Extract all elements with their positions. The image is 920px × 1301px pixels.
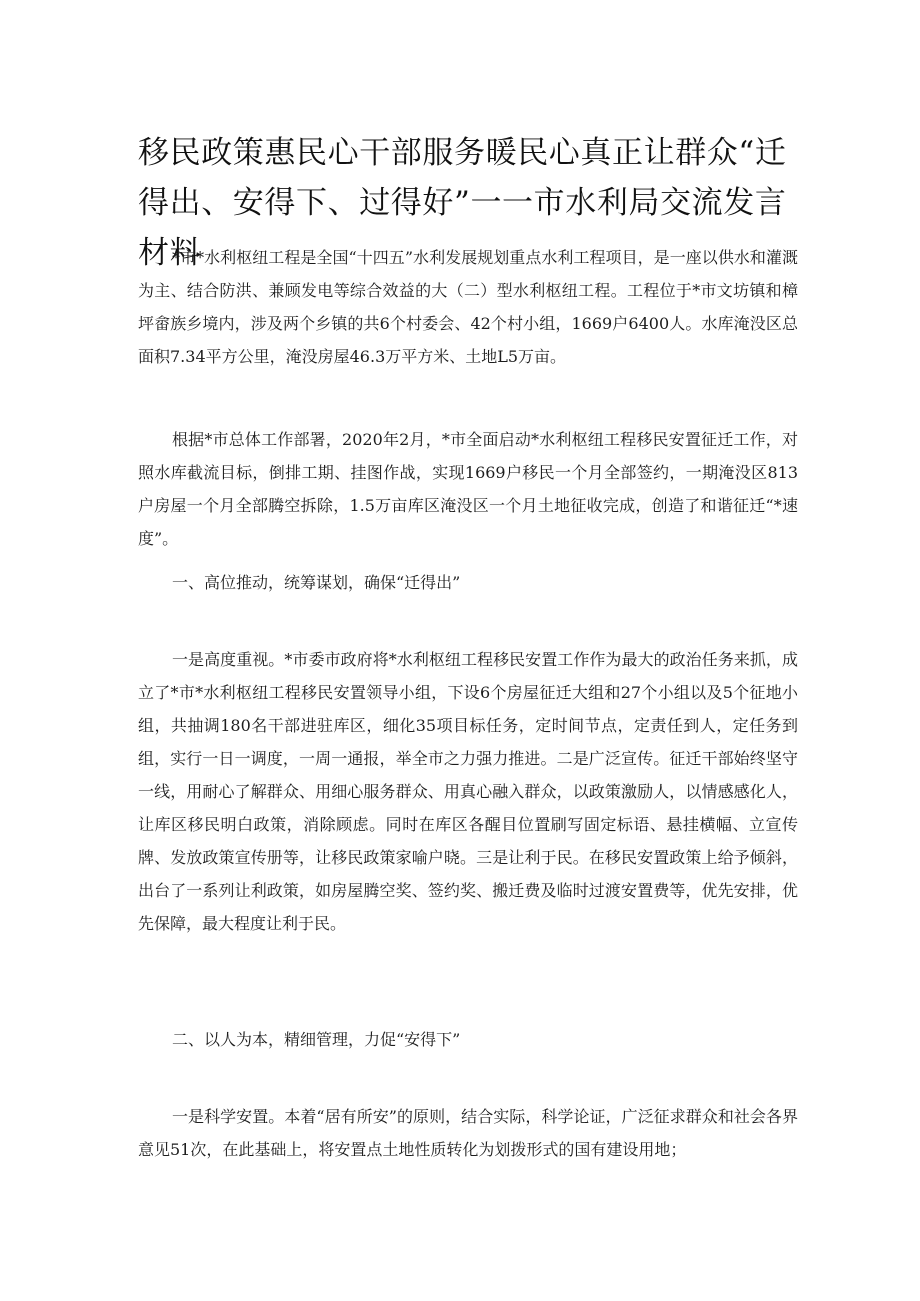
document-title: 移民政策惠民心干部服务暖民心真正让群众“迁得出、安得下、过得好”一一市水利局交流发言材料 [138,135,787,271]
paragraph-project-overview: *市*水利枢纽工程是全国“十四五”水利发展规划重点水利工程项目，是一座以供水和灌溉为主、结合防洪、兼顾发电等综合效益的大（二）型水利枢纽工程。工程位于*市文坊镇和樟坪畲族乡境内，涉及两个乡镇的共6个村委会、42个村小组，1669户6400人。水库淹没区总面积7.34平方公里，淹没房屋46.3万平方米、土地L5万亩。 [138,248,798,366]
section-heading-2: 二、以人为本，精细管理，力促“安得下” [172,1030,461,1049]
paragraph-work-deployment: 根据*市总体工作部署，2020年2月，*市全面启动*水利枢纽工程移民安置征迁工作，对照水库截流目标，倒排工期、挂图作战，实现1669户移民一个月全部签约，一期淹没区813户房屋一个月全部腾空拆除，1.5万亩库区淹没区一个月土地征收完成，创造了和谐征迁“*速度”。 [138,430,798,548]
paragraph-section-1-content: 一是高度重视。*市委市政府将*水利枢纽工程移民安置工作作为最大的政治任务来抓，成立了*市*水利枢纽工程移民安置领导小组，下设6个房屋征迁大组和27个小组以及5个征地小组，共抽调180名干部进驻库区，细化35项目标任务，定时间节点，定责任到人，定任务到组，实行一日一调度，一周一通报，举全市之力强力推进。二是广泛宣传。征迁干部始终坚守一线，用耐心了解群众、用细心服务群众、用真心融入群众，以政策激励人，以情感感化人，让库区移民明白政策，消除顾虑。同时在库区各醒目位置刷写固定标语、悬挂横幅、立宣传牌、发放政策宣传册等，让移民政策家喻户晓。三是让利于民。在移民安置政策上给予倾斜，出台了一系列让利政策，如房屋腾空奖、签约奖、搬迁费及临时过渡安置费等，优先安排，优先保障，最大程度让利于民。 [138,650,798,933]
paragraph-section-2-content: 一是科学安置。本着“居有所安”的原则，结合实际，科学论证，广泛征求群众和社会各界意见51次，在此基础上，将安置点土地性质转化为划拨形式的国有建设用地； [138,1107,798,1159]
section-heading-1: 一、高位推动，统筹谋划，确保“迁得出” [172,573,461,592]
